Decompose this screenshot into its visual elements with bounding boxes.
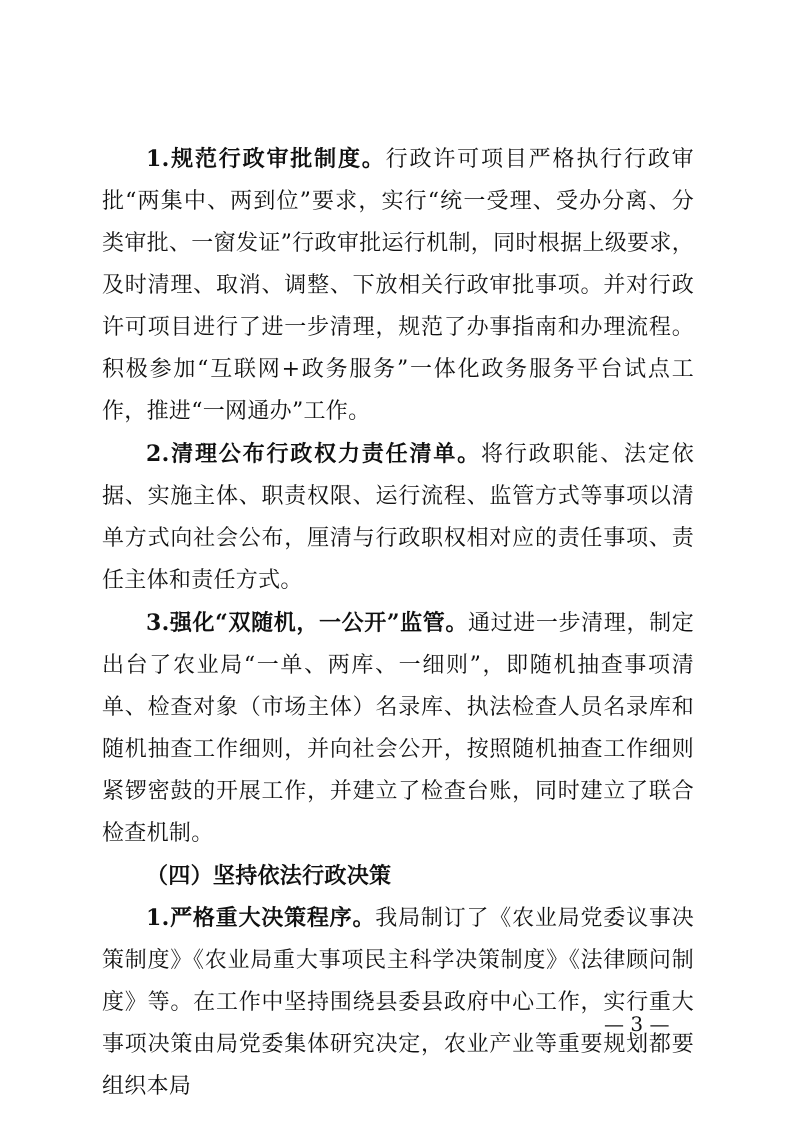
paragraph-2-text: 将行政职能、法定依据、实施主体、职责权限、运行流程、监管方式等事项以清单方式向社会公布，厘清与行政职权相对应的责任事项、责任主体和责任方式。	[102, 442, 695, 593]
paragraph-3-lead: 3.强化“双随机，一公开”监管。	[146, 610, 469, 636]
paragraph-4-lead: 1.严格重大决策程序。	[146, 905, 376, 931]
page-number: — 3 —	[604, 1012, 670, 1036]
paragraph-4	[102, 897, 694, 1108]
paragraph-2	[102, 433, 694, 602]
paragraph-2-lead: 2.清理公布行政权力责任清单。	[146, 441, 481, 467]
paragraph-1-text: 行政许可项目严格执行行政审批“两集中、两到位”要求，实行“统一受理、受办分离、分类审批、一窗发证”行政审批运行机制，同时根据上级要求，及时清理、取消、调整、下放相关行政审批事项。并对行政许可项目进行了进一步清理，规范了办事指南和办理流程。积极参加“互联网+政务服务”一体化政务服务平台试点工作，推进“一网通办”工作。	[102, 147, 694, 424]
paragraph-3-text: 通过进一步清理，制定出台了农业局“一单、两库、一细则”，即随机抽查事项清单、检查对象（市场主体）名录库、执法检查人员名录库和随机抽查工作细则，并向社会公开，按照随机抽查工作细则紧锣密鼓的开展工作，并建立了检查台账，同时建立了联合检查机制。	[102, 611, 694, 846]
paragraph-1	[102, 138, 694, 433]
section-heading: （四）坚持依法行政决策	[146, 863, 392, 889]
paragraph-4-text: 我局制订了《农业局党委议事决策制度》《农业局重大事项民主科学决策制度》《法律顾问制度》等。在工作中坚持围绕县委县政府中心工作，实行重大事项决策由局党委集体研究决定，农业产业等重要规划都要组织本局	[102, 906, 694, 1099]
document-body	[102, 138, 694, 1108]
paragraph-1-lead: 1.规范行政审批制度。	[146, 146, 386, 172]
paragraph-3	[102, 602, 694, 855]
